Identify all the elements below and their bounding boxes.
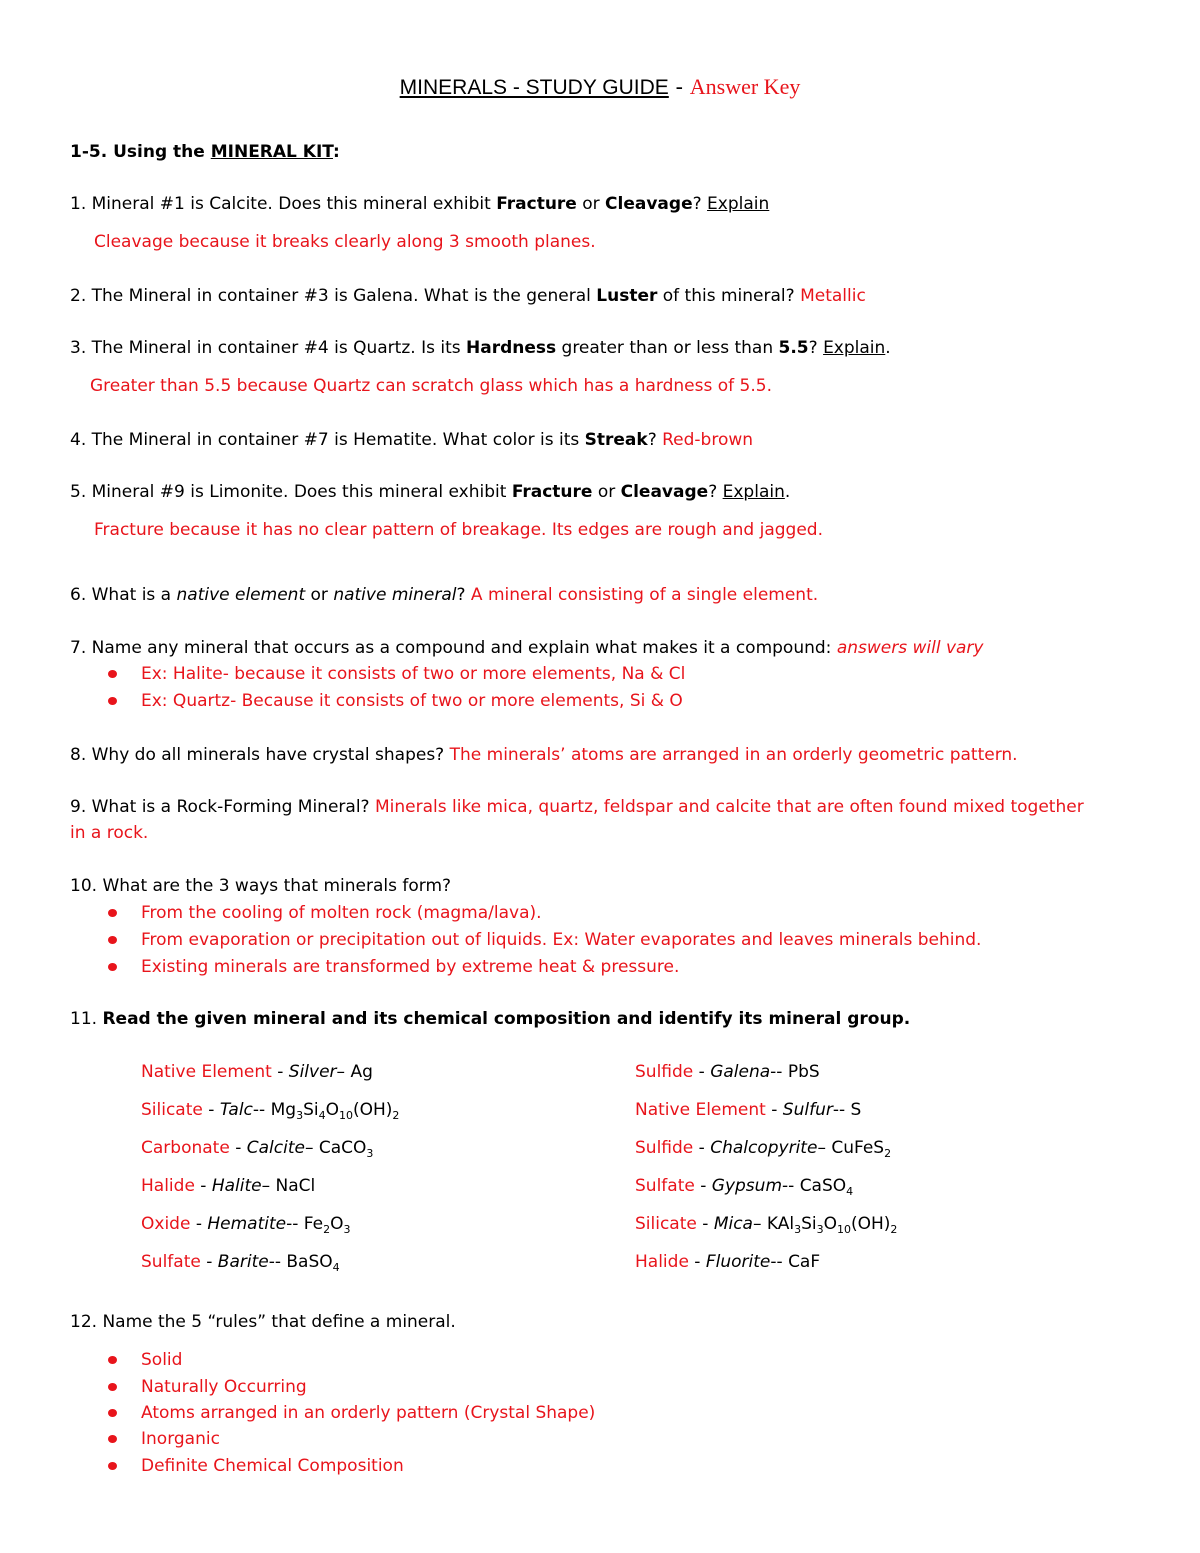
mineral-row: Halide - Halite– NaCl (141, 1176, 316, 1196)
mineral-row: Sulfate - Gypsum-- CaSO$_4$ (635, 1176, 854, 1198)
mineral-row: Carbonate - Calcite– CaCO$_3$ (141, 1138, 374, 1160)
mineral-row: Native Element - Silver– Ag (141, 1062, 373, 1082)
bullet-icon (108, 697, 117, 705)
answer-6: A mineral consisting of a single element. (470, 585, 819, 605)
mineral-row: Silicate - Talc-- $Mg_3Si_4O_{10}(OH)_2$ (141, 1100, 400, 1122)
list-item: From the cooling of molten rock (magma/lava). (108, 902, 542, 924)
list-item: Ex: Quartz- Because it consists of two or more elements, Si & O (108, 690, 683, 712)
list-item: Naturally Occurring (108, 1376, 307, 1398)
bullet-icon (108, 1409, 117, 1417)
question-3: 3. The Mineral in container #4 is Quartz. Is its Hardness greater than or less than 5.5? Explain. (70, 338, 891, 358)
question-8: 8. Why do all minerals have crystal shapes? The minerals’ atoms are arranged in an orderly geometric pattern. (70, 745, 1018, 765)
page-title: MINERALS - STUDY GUIDE - Answer Key (399, 74, 801, 99)
answer-1: Cleavage because it breaks clearly along 3 smooth planes. (94, 232, 596, 252)
kit-header: 1-5. Using the MINERAL KIT: (70, 142, 340, 162)
question-9: 9. What is a Rock-Forming Mineral? Minerals like mica, quartz, feldspar and calcite that are often found mixed together (70, 797, 1084, 817)
answer-9: Minerals like mica, quartz, feldspar and calcite that are often found mixed together (374, 797, 1084, 817)
bullet-icon (108, 1462, 117, 1470)
mineral-row: Sulfide - Chalcopyrite– CuFeS$_2$ (635, 1138, 892, 1160)
list-item: Ex: Halite- because it consists of two or more elements, Na & Cl (108, 663, 685, 685)
mineral-row: Halide - Fluorite-- CaF (635, 1252, 821, 1272)
answer-4: Red-brown (662, 430, 754, 450)
answer-2: Metallic (800, 286, 866, 306)
question-12: 12. Name the 5 “rules” that define a mineral. (70, 1312, 456, 1332)
question-2: 2. The Mineral in container #3 is Galena. What is the general Luster of this mineral? Metallic (70, 286, 866, 306)
question-6: 6. What is a native element or native mineral? A mineral consisting of a single element. (70, 585, 819, 605)
bullet-icon (108, 1435, 117, 1443)
list-item: Definite Chemical Composition (108, 1455, 404, 1477)
list-item: Solid (108, 1349, 182, 1371)
list-item: Inorganic (108, 1428, 220, 1450)
mineral-row: Silicate - Mica– $KAl_3Si_3O_{10}(OH)_2$ (635, 1214, 898, 1236)
list-item: Existing minerals are transformed by extreme heat & pressure. (108, 956, 679, 978)
answer-3: Greater than 5.5 because Quartz can scratch glass which has a hardness of 5.5. (90, 376, 772, 396)
bullet-icon (108, 1383, 117, 1391)
question-7: 7. Name any mineral that occurs as a compound and explain what makes it a compound: answers will vary (70, 638, 984, 658)
bullet-icon (108, 909, 117, 917)
answer-5: Fracture because it has no clear pattern of breakage. Its edges are rough and jagged. (94, 520, 823, 540)
list-item: Atoms arranged in an orderly pattern (Crystal Shape) (108, 1402, 595, 1424)
question-11: 11. Read the given mineral and its chemical composition and identify its mineral group. (70, 1009, 911, 1029)
answer-7: answers will vary (836, 638, 984, 658)
mineral-row: Sulfate - Barite-- BaSO$_4$ (141, 1252, 340, 1274)
answer-8: The minerals’ atoms are arranged in an orderly geometric pattern. (449, 745, 1018, 765)
bullet-icon (108, 963, 117, 971)
question-10: 10. What are the 3 ways that minerals form? (70, 876, 452, 896)
title-main: MINERALS - STUDY GUIDE (399, 76, 669, 99)
mineral-row: Native Element - Sulfur-- S (635, 1100, 862, 1120)
question-5: 5. Mineral #9 is Limonite. Does this mineral exhibit Fracture or Cleavage? Explain. (70, 482, 791, 502)
mineral-row: Sulfide - Galena-- PbS (635, 1062, 820, 1082)
question-1: 1. Mineral #1 is Calcite. Does this mineral exhibit Fracture or Cleavage? Explain (70, 194, 770, 214)
bullet-icon (108, 670, 117, 678)
mineral-row: Oxide - Hematite-- $Fe_2O_3$ (141, 1214, 351, 1236)
list-item: From evaporation or precipitation out of liquids. Ex: Water evaporates and leaves minerals behind. (108, 929, 981, 951)
bullet-icon (108, 936, 117, 944)
answer-key-label: Answer Key (689, 74, 801, 99)
bullet-icon (108, 1356, 117, 1364)
answer-9-continued: in a rock. (70, 823, 149, 843)
question-4: 4. The Mineral in container #7 is Hematite. What color is its Streak? Red-brown (70, 430, 754, 450)
